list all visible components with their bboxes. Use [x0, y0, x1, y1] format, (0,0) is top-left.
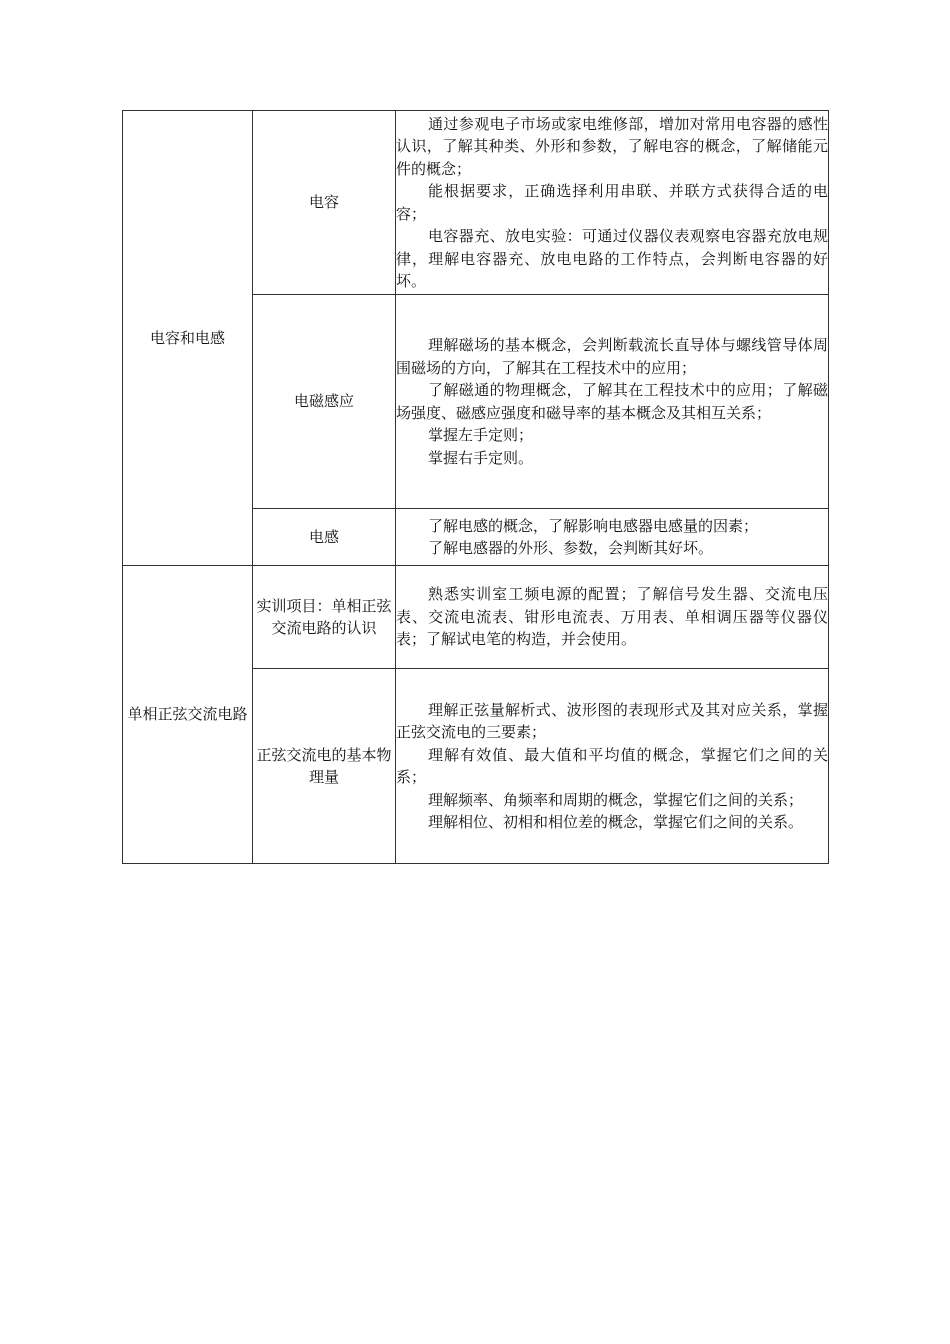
content-cell [396, 509, 829, 566]
content-paragraph: 电容器充、放电实验：可通过仪器仪表观察电容器充放电规律，理解电容器充、放电电路的工作特点，会判断电容器的好坏。 [396, 227, 828, 290]
table-row [123, 566, 829, 669]
content-cell [396, 669, 829, 864]
content-paragraph: 掌握右手定则。 [428, 448, 534, 467]
syllabus-table [122, 110, 829, 864]
content-paragraph: 了解电感的概念，了解影响电感器电感量的因素； [428, 516, 759, 535]
subtopic-cell [253, 509, 396, 566]
content-paragraph: 掌握左手定则； [428, 426, 534, 444]
content-paragraph: 理解频率、角频率和周期的概念，掌握它们之间的关系； [428, 790, 804, 809]
content-paragraph: 理解相位、初相和相位差的概念，掌握它们之间的关系。 [428, 813, 804, 831]
content-paragraph: 理解磁场的基本概念，会判断载流长直导体与螺线管导体周围磁场的方向，了解其在工程技术中的应用； [396, 336, 828, 377]
content-cell [396, 566, 829, 669]
topic-label: 单相正弦交流电路 [127, 705, 248, 724]
subtopic-cell [253, 566, 396, 669]
subtopic-cell [253, 111, 396, 295]
subtopic-label: 实训项目：单相正弦交流电路的认识 [256, 596, 392, 637]
content-paragraph: 通过参观电子市场或家电维修部，增加对常用电容器的感性认识，了解其种类、外形和参数，了解电容的概念，了解储能元件的概念； [396, 114, 828, 178]
content-paragraph: 理解有效值、最大值和平均值的概念，掌握它们之间的关系； [396, 745, 828, 786]
subtopic-label: 电感 [308, 527, 339, 546]
content-paragraph: 了解磁通的物理概念，了解其在工程技术中的应用；了解磁场强度、磁感应强度和磁导率的基本概念及其相互关系； [396, 381, 828, 422]
topic-cell [123, 566, 253, 864]
content-cell [396, 111, 829, 295]
content-cell [396, 295, 829, 509]
subtopic-label: 电容 [308, 193, 339, 212]
subtopic-cell [253, 295, 396, 509]
content-paragraph: 熟悉实训室工频电源的配置；了解信号发生器、交流电压表、交流电流表、钳形电流表、万用表、单相调压器等仪器仪表；了解试电笔的构造，并会使用。 [396, 585, 828, 649]
subtopic-cell [253, 669, 396, 864]
subtopic-label: 正弦交流电的基本物理量 [256, 745, 392, 786]
topic-cell [123, 111, 253, 566]
subtopic-label: 电磁感应 [293, 392, 354, 411]
content-paragraph: 理解正弦量解析式、波形图的表现形式及其对应关系，掌握正弦交流电的三要素； [396, 700, 828, 741]
table-row [123, 111, 829, 295]
content-paragraph: 能根据要求，正确选择利用串联、并联方式获得合适的电容； [396, 182, 828, 223]
content-paragraph: 了解电感器的外形、参数，会判断其好坏。 [428, 539, 714, 557]
topic-label: 电容和电感 [149, 328, 225, 347]
